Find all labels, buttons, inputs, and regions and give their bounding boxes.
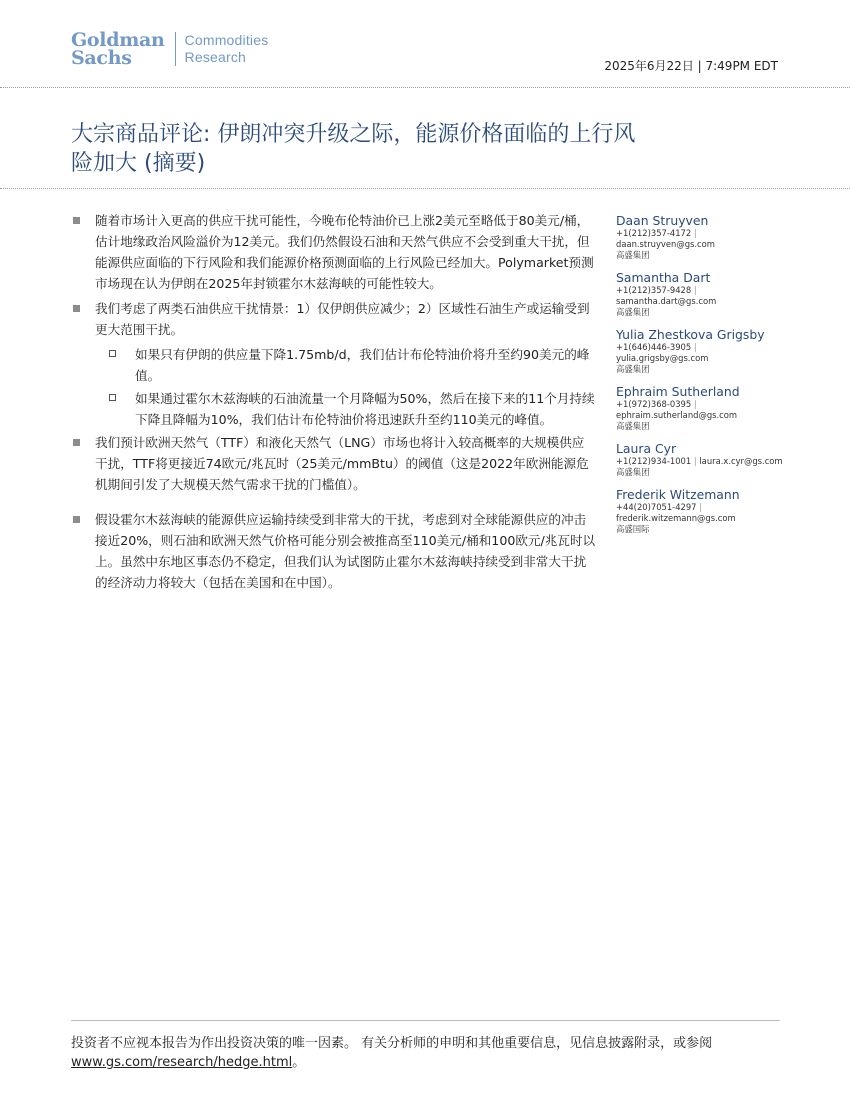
sub-bullet-text: 如果只有伊朗的供应量下降1.75mb/d，我们估计布伦特油价将升至约90美元的峰值。	[135, 347, 590, 383]
hollow-square-bullet-icon	[109, 350, 116, 357]
author-name: Ephraim Sutherland	[616, 384, 740, 399]
sub-bullet-text: 如果通过霍尔木兹海峡的石油流量一个月降幅为50%，然后在接下来的11个月持续下降且降幅为10%，我们估计布伦特油价将迅速跃升至约110美元的峰值。	[135, 391, 595, 427]
author-email[interactable]: frederik.witzemann@gs.com	[616, 513, 736, 523]
author-firm: 高盛国际	[616, 524, 650, 534]
bullet-text: 假设霍尔木兹海峡的能源供应运输持续受到非常大的干扰，考虑到对全球能源供应的冲击接近20%，则石油和欧洲天然气价格可能分别会被推高至110美元/桶和100欧元/兆瓦时以上。虽然中东地区事态仍不稳定，但我们认为试图防止霍尔木兹海峡持续受到非常大干扰的经济动力将较大（包括在美国和在中国）。	[95, 512, 596, 590]
author-firm: 高盛集团	[616, 307, 650, 317]
author-card	[616, 327, 786, 375]
bullet-point	[71, 210, 596, 294]
sub-bullet-point	[71, 388, 596, 430]
bullet-point	[71, 298, 596, 340]
author-email[interactable]: ephraim.sutherland@gs.com	[616, 410, 738, 420]
footer-divider	[71, 1020, 780, 1021]
author-card	[616, 441, 786, 478]
author-phone: +1(646)446-3905	[616, 342, 692, 352]
author-email[interactable]: samantha.dart@gs.com	[616, 296, 717, 306]
author-firm: 高盛集团	[616, 364, 650, 374]
author-phone: +1(972)368-0395	[616, 399, 692, 409]
report-title	[71, 120, 771, 178]
separator: |	[693, 399, 697, 409]
bullet-point	[71, 509, 596, 593]
header-divider	[0, 87, 850, 88]
author-list	[616, 213, 786, 544]
sub-bullet-point	[71, 344, 596, 386]
disclaimer-text: 投资者不应视本报告为作出投资决策的唯一因素。 有关分析师的申明和其他重要信息，见信息披露附录，或参阅	[71, 1036, 713, 1051]
logo	[71, 31, 268, 67]
title-line-2: 险加大 (摘要)	[71, 151, 206, 176]
logo-line-1: Goldman	[71, 29, 165, 51]
author-phone: +1(212)934-1001	[616, 456, 692, 466]
author-email[interactable]: laura.x.cyr@gs.com	[699, 456, 783, 466]
dept-line-1: Commodities	[184, 32, 269, 48]
logo-line-2: Sachs	[71, 47, 132, 69]
summary-body	[71, 210, 596, 597]
square-bullet-icon	[73, 305, 80, 312]
title-divider	[0, 188, 850, 189]
author-name: Samantha Dart	[616, 270, 711, 285]
author-firm: 高盛集团	[616, 250, 650, 260]
author-email[interactable]: yulia.grigsby@gs.com	[616, 353, 709, 363]
bullet-point	[71, 432, 596, 495]
disclaimer-end: 。	[292, 1055, 306, 1070]
report-date: 2025年6月22日 | 7:49PM EDT	[604, 59, 778, 73]
author-phone: +1(212)357-4172	[616, 228, 692, 238]
goldman-sachs-logo	[71, 31, 165, 67]
dept-line-2: Research	[184, 49, 247, 65]
bullet-text: 我们预计欧洲天然气（TTF）和液化天然气（LNG）市场也将计入较高概率的大规模供应干扰，TTF将更接近74欧元/兆瓦时（25美元/mmBtu）的阈值（这是2022年欧洲能源危机期间引发了大规模天然气需求干扰的门槛值）。	[95, 435, 589, 492]
separator: |	[693, 285, 697, 295]
logo-divider	[175, 32, 176, 66]
author-card	[616, 487, 786, 535]
hollow-square-bullet-icon	[109, 394, 116, 401]
author-card	[616, 270, 786, 318]
separator: |	[693, 456, 697, 466]
author-firm: 高盛集团	[616, 467, 650, 477]
square-bullet-icon	[73, 516, 80, 523]
bullet-text: 随着市场计入更高的供应干扰可能性，今晚布伦特油价已上涨2美元至略低于80美元/桶，估计地缘政治风险溢价为12美元。我们仍然假设石油和天然气供应不会受到重大干扰，但能源供应面临的下行风险和我们能源价格预测面临的上行风险已经加大。Polymarket预测市场现在认为伊朗在2025年封锁霍尔木兹海峡的可能性较大。	[95, 213, 594, 291]
square-bullet-icon	[73, 439, 80, 446]
bullet-text: 我们考虑了两类石油供应干扰情景：1）仅伊朗供应减少；2）区域性石油生产或运输受到更大范围干扰。	[95, 301, 590, 337]
author-firm: 高盛集团	[616, 421, 650, 431]
author-name: Frederik Witzemann	[616, 487, 740, 502]
author-name: Yulia Zhestkova Grigsby	[616, 327, 765, 342]
author-name: Daan Struyven	[616, 213, 709, 228]
author-name: Laura Cyr	[616, 441, 677, 456]
square-bullet-icon	[73, 217, 80, 224]
author-phone: +44(20)7051-4297	[616, 502, 697, 512]
author-card	[616, 384, 786, 432]
department-name	[185, 32, 269, 66]
separator: |	[699, 502, 703, 512]
author-card	[616, 213, 786, 261]
author-email[interactable]: daan.struyven@gs.com	[616, 239, 715, 249]
disclaimer	[71, 1034, 780, 1072]
title-line-1: 大宗商品评论: 伊朗冲突升级之际，能源价格面临的上行风	[71, 122, 636, 147]
separator: |	[693, 342, 697, 352]
disclosure-link[interactable]: www.gs.com/research/hedge.html	[71, 1055, 293, 1070]
author-phone: +1(212)357-9428	[616, 285, 692, 295]
separator: |	[693, 228, 697, 238]
